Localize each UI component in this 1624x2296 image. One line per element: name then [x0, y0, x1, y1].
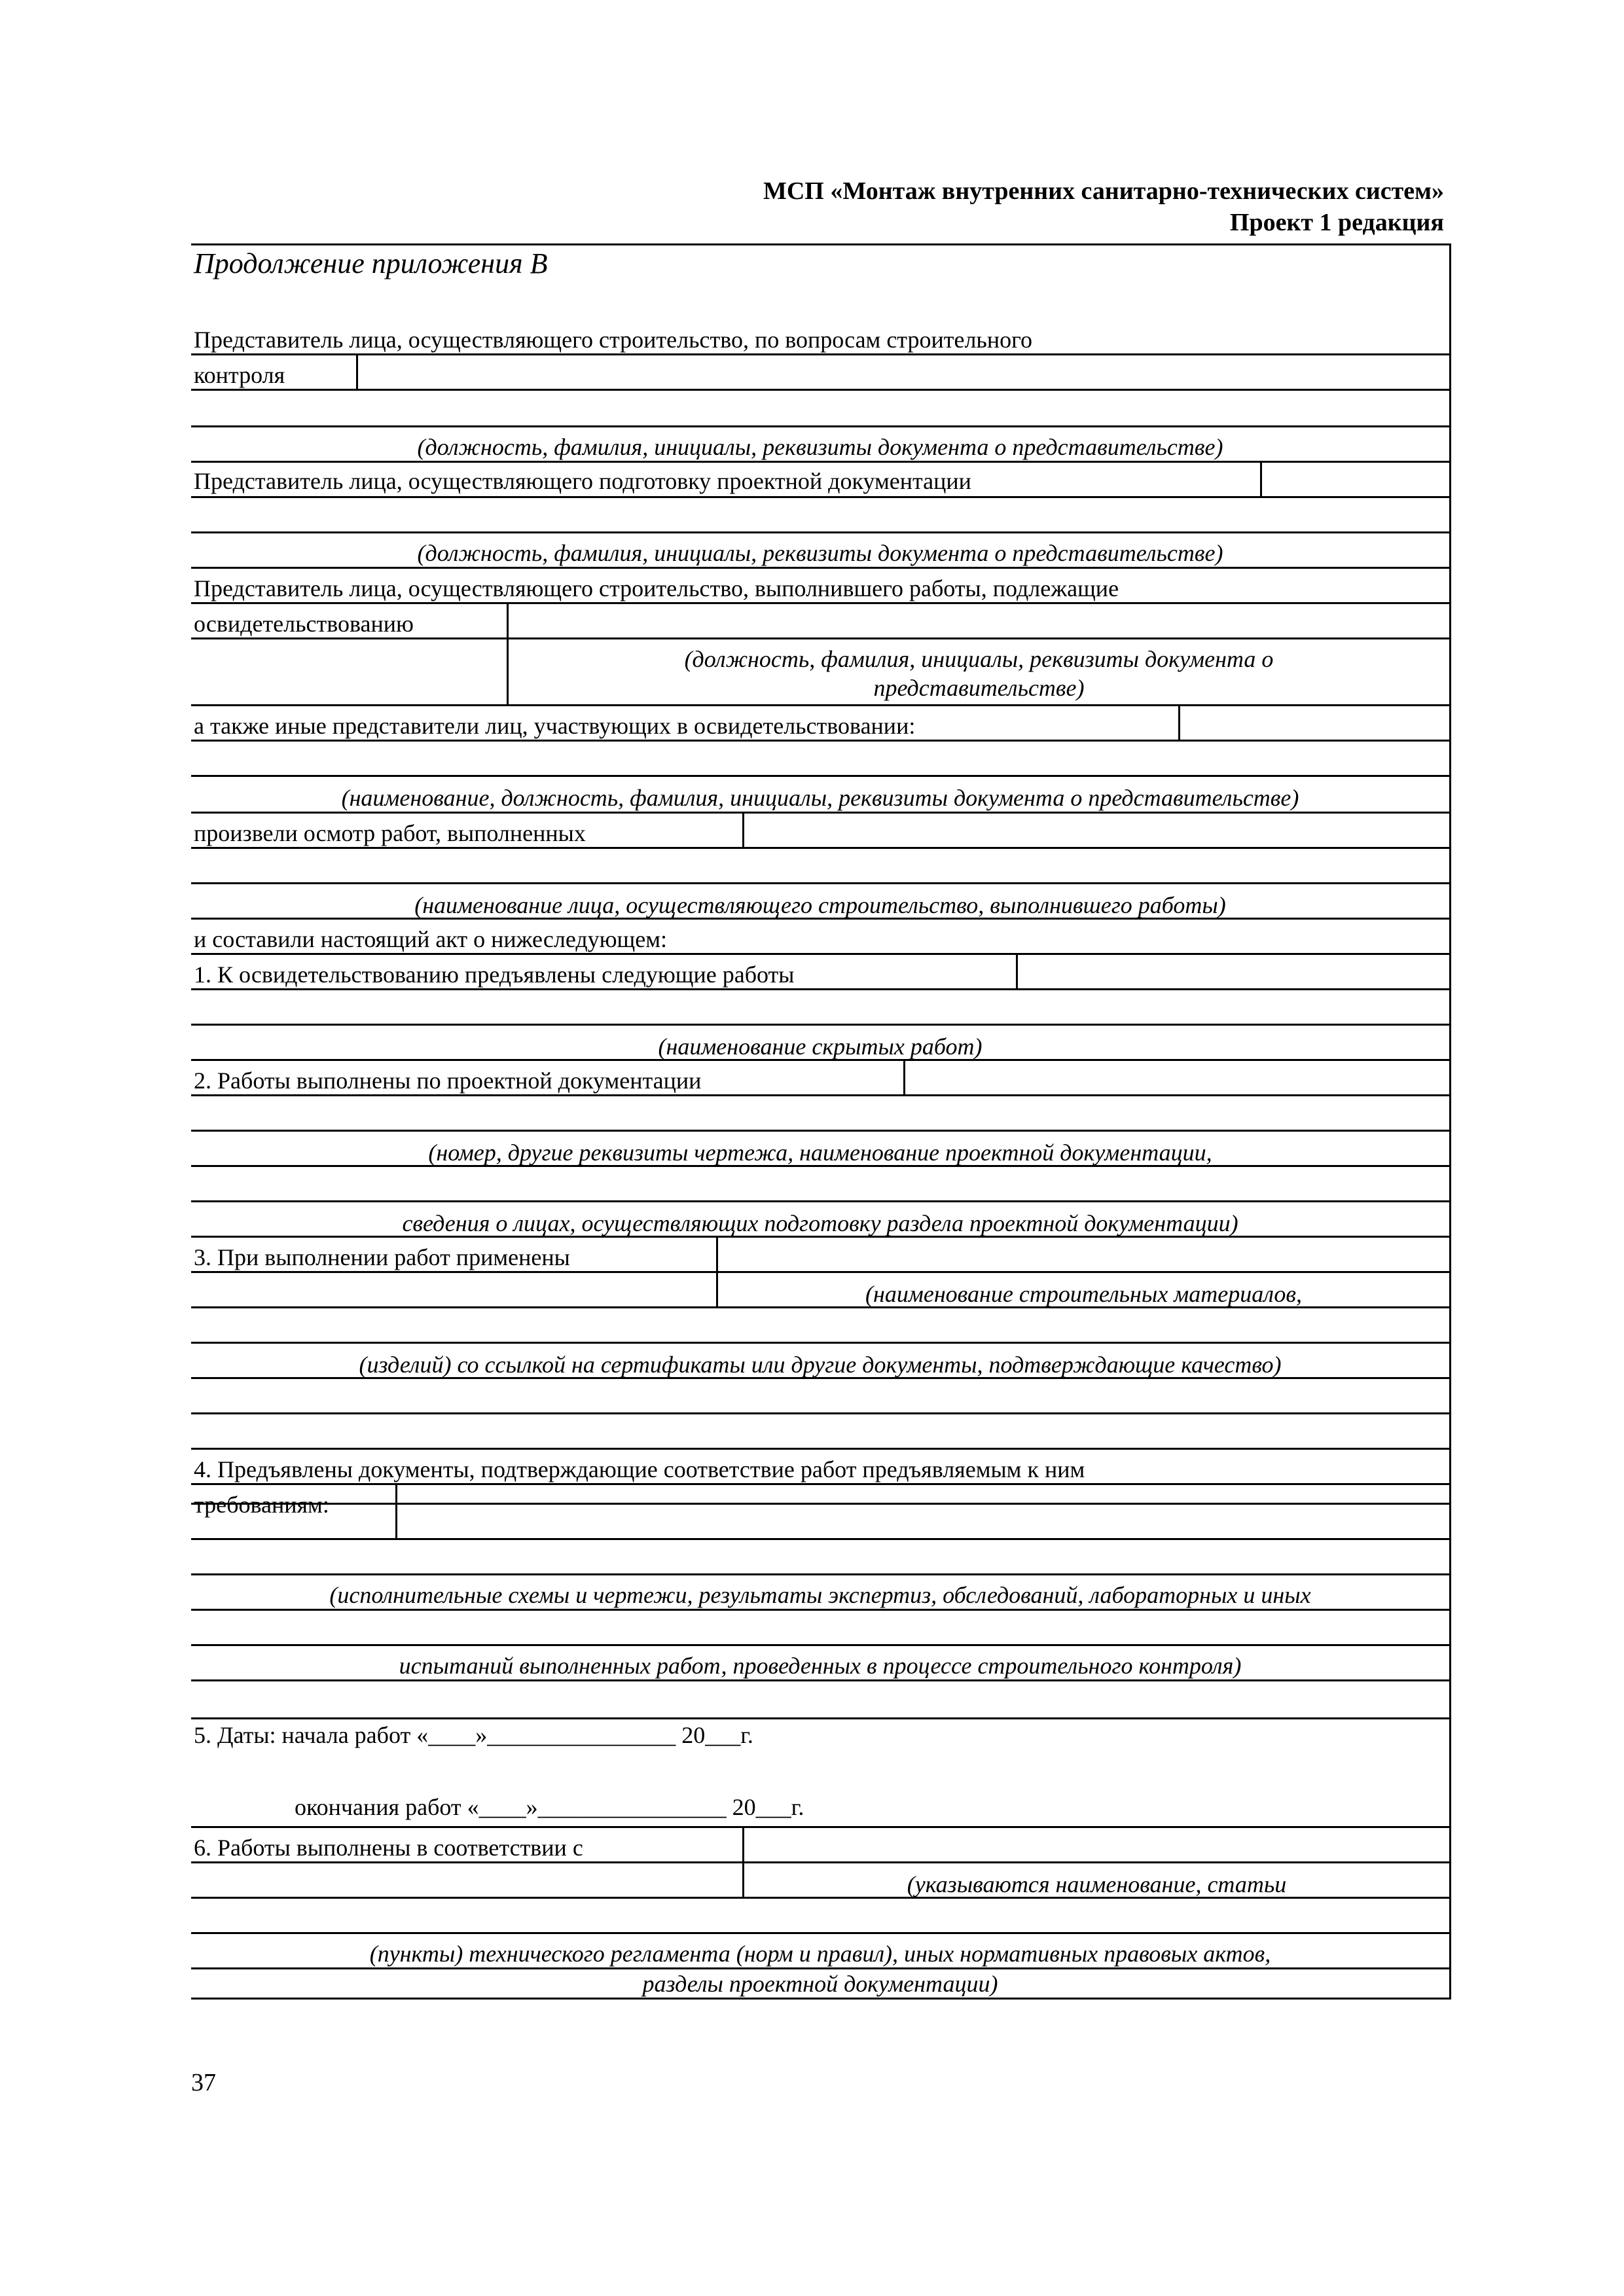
caption-item-1: (наименование скрытых работ) — [658, 1033, 983, 1060]
rep-construction-control-line1: Представитель лица, осуществляющего строительство, по вопросам строительного — [194, 327, 1032, 353]
form-rule — [191, 812, 1449, 814]
form-rule — [191, 1538, 1449, 1540]
field-separator — [903, 1059, 905, 1094]
item-2: 2. Работы выполнены по проектной документации — [194, 1067, 702, 1094]
form-rule — [191, 1644, 1449, 1646]
form-rule — [191, 496, 1449, 498]
form-rule — [191, 1200, 1449, 1202]
rep-construction-control-line2: контроля — [194, 362, 285, 388]
item-4-line1: 4. Предъявлены документы, подтверждающие соответствие работ предъявляемым к ним — [194, 1456, 1085, 1482]
form-rule — [191, 1483, 1449, 1485]
field-separator — [356, 353, 358, 389]
item-5-start-date: 5. Даты: начала работ «____»________________ 20___г. — [194, 1722, 753, 1748]
form-rule — [191, 353, 1449, 355]
caption-item-3b: (изделий) со ссылкой на сертификаты или другие документы, подтверждающие качество) — [359, 1352, 1282, 1378]
field-separator — [1260, 461, 1262, 496]
header-line-2: Проект 1 редакция — [1229, 209, 1444, 236]
form-rule — [191, 1932, 1449, 1934]
caption-item-2a: (номер, другие реквизиты чертежа, наименование проектной документации, — [428, 1139, 1212, 1166]
caption-rep-2: (должность, фамилия, инициалы, реквизиты документа о представительстве) — [417, 540, 1223, 566]
form-rule — [191, 425, 1449, 427]
form-rule — [191, 1024, 1449, 1026]
form-rule — [191, 882, 1449, 884]
form-rule — [191, 1573, 1449, 1575]
rep-builder-line1: Представитель лица, осуществляющего строительство, выполнившего работы, подлежащие — [194, 575, 1119, 601]
form-rule — [191, 1412, 1449, 1414]
form-rule — [191, 1448, 1449, 1450]
form-rule — [191, 775, 1449, 777]
item-6: 6. Работы выполнены в соответствии с — [194, 1835, 583, 1861]
inspected-label: произвели осмотр работ, выполненных — [194, 820, 586, 846]
caption-item-6c: разделы проектной документации) — [642, 1971, 998, 1997]
caption-rep-3b: представительстве) — [873, 675, 1085, 701]
caption-item-4b: испытаний выполненных работ, проведенных в процессе строительного контроля) — [399, 1653, 1242, 1679]
caption-inspected: (наименование лица, осуществляющего строительство, выполнившего работы) — [414, 892, 1226, 918]
form-rule — [191, 1679, 1449, 1681]
form-rule — [191, 602, 1449, 604]
form-rule — [191, 243, 1449, 245]
form-rule — [191, 740, 1449, 742]
caption-item-3a: (наименование строительных материалов, — [865, 1281, 1302, 1307]
item-1: 1. К освидетельствованию предъявлены следующие работы — [194, 961, 795, 988]
item-5-end-date: окончания работ «____»________________ 20___г. — [295, 1794, 804, 1820]
form-rule — [191, 988, 1449, 990]
field-separator — [1178, 704, 1180, 740]
form-rule — [191, 1130, 1449, 1132]
form-rule — [191, 953, 1449, 955]
act-intro: и составили настоящий акт о нижеследующем: — [194, 926, 668, 952]
page-number: 37 — [191, 2069, 216, 2096]
field-separator — [742, 812, 744, 847]
form-rule — [191, 1826, 1449, 1828]
form-rule — [191, 389, 1449, 391]
form-title: Продолжение приложения В — [194, 247, 548, 279]
caption-other-reps: (наименование, должность, фамилия, инициалы, реквизиты документа о представительстве) — [341, 785, 1299, 811]
form-rule — [191, 1342, 1449, 1344]
form-rule — [191, 1271, 1449, 1273]
form-rule — [191, 637, 1449, 639]
form-rule — [191, 531, 1449, 533]
form-rule — [191, 1717, 1449, 1719]
caption-item-6b: (пункты) технического регламента (норм и правил), иных нормативных правовых актов, — [369, 1941, 1271, 1967]
caption-item-2b: сведения о лицах, осуществляющих подготовку раздела проектной документации) — [402, 1210, 1238, 1236]
form-rule — [191, 847, 1449, 849]
form-rule — [191, 567, 1449, 569]
form-rule — [191, 1967, 1449, 1969]
other-reps: а также иные представители лиц, участвующих в освидетельствовании: — [194, 713, 916, 739]
form-rule — [191, 1503, 1449, 1505]
field-separator — [1016, 953, 1018, 988]
caption-rep-3a: (должность, фамилия, инициалы, реквизиты документа о — [684, 646, 1274, 672]
item-3: 3. При выполнении работ применены — [194, 1244, 570, 1270]
field-separator — [395, 1483, 397, 1538]
caption-item-4a: (исполнительные схемы и чертежи, результаты экспертиз, обследований, лабораторных и иных — [329, 1582, 1311, 1608]
form-rule — [191, 1094, 1449, 1096]
header-line-1: МСП «Монтаж внутренних санитарно-технических систем» — [763, 177, 1444, 205]
rep-builder-line2: освидетельствованию — [194, 611, 414, 637]
form-rule — [191, 704, 1449, 706]
form-rule — [191, 1609, 1449, 1611]
form-rule — [191, 1861, 1449, 1863]
item-4-line2: требованиям: — [194, 1492, 329, 1518]
caption-rep-1: (должность, фамилия, инициалы, реквизиты документа о представительстве) — [417, 434, 1223, 460]
caption-item-6a: (указываются наименование, статьи — [907, 1871, 1287, 1897]
rep-design: Представитель лица, осуществляющего подготовку проектной документации — [194, 468, 971, 494]
